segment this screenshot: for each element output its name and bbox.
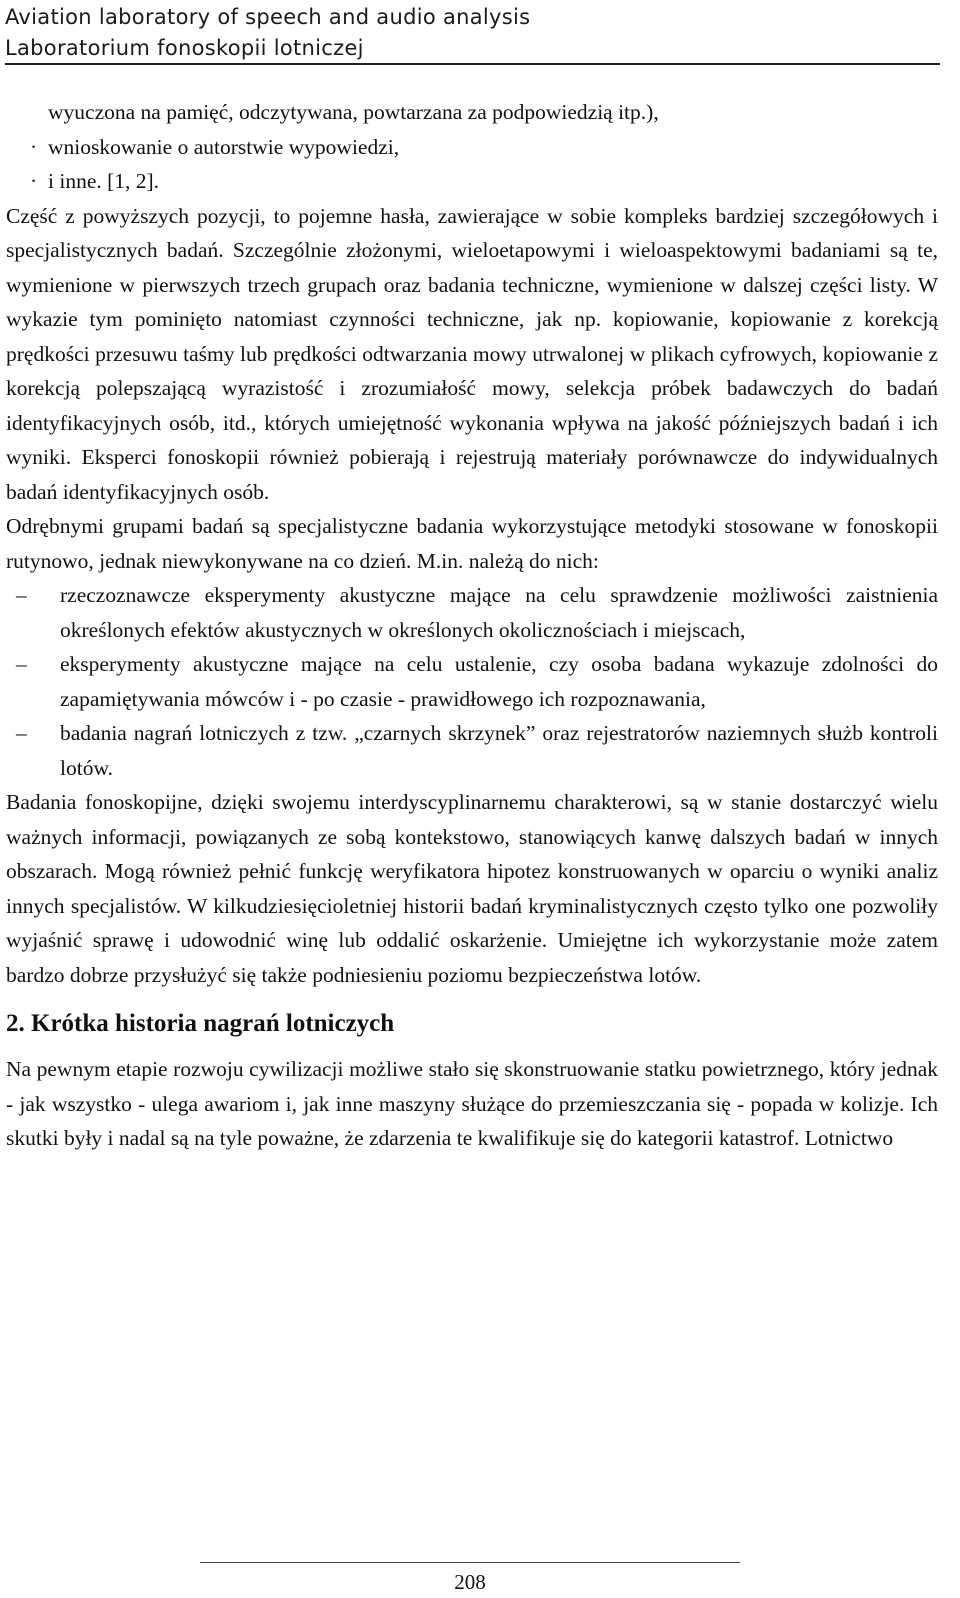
bullet-item-text: wnioskowanie o autorstwie wypowiedzi, — [48, 134, 400, 159]
paragraph: Na pewnym etapie rozwoju cywilizacji możliwe stało się skonstruowanie statku powietrznego, który jednak - jak wszystko - ulega awariom i, jak inne maszyny służące do przemieszczania się - popada w kolizje. Ich skutki były i nadal są na tyle poważne, że zdarzenia te kwalifikuje się do kategorii katastrof. Lotnictwo — [6, 1057, 938, 1150]
dash-list-item-text: rzeczoznawcze eksperymenty akustyczne mające na celu sprawdzenie możliwości zaistnienia określonych efektów akustycznych w określonych okolicznościach i miejscach, — [60, 583, 938, 642]
bullet-item — [6, 130, 938, 165]
dash-marker: – — [16, 583, 27, 607]
dash-list-item — [6, 716, 938, 785]
bullet-item — [6, 164, 938, 199]
bullet-marker: · — [30, 134, 38, 159]
header-title-pl: Laboratorium fonoskopii lotniczej — [5, 36, 364, 60]
dash-list — [6, 578, 938, 785]
header-divider — [5, 63, 940, 65]
dash-marker: – — [16, 721, 27, 745]
paragraph: Odrębnymi grupami badań są specjalistyczne badania wykorzystujące metodyki stosowane w fonoskopii rutynowo, jednak niewykonywane na co dzień. M.in. należą do nich: — [6, 514, 938, 573]
page-header — [5, 2, 955, 64]
dash-list-item — [6, 578, 938, 647]
section-heading: 2. Krótka historia nagrań lotniczych — [6, 1010, 395, 1037]
header-title-en: Aviation laboratory of speech and audio analysis — [5, 5, 531, 29]
page-number: 208 — [454, 1570, 486, 1594]
dash-list-item-text: eksperymenty akustyczne mające na celu ustalenie, czy osoba badana wykazuje zdolności do zapamiętywania mówców i - po czasie - prawidłowego ich rozpoznawania, — [60, 652, 938, 711]
paragraph: Badania fonoskopijne, dzięki swojemu interdyscyplinarnemu charakterowi, są w stanie dostarczyć wielu ważnych informacji, powiązanych ze sobą kontekstowo, stanowiących kanwę dalszych badań w innych obszarach. Mogą również pełnić funkcję weryfikatora hipotez konstruowanych w oparciu o wyniki analiz innych specjalistów. W kilkudziesięcioletniej historii badań kryminalistycznych często tylko one pozwoliły wyjaśnić sprawę i udowodnić winę lub oddalić oskarżenie. Umiejętne ich wykorzystanie może zatem bardzo dobrze przysłużyć się także podniesieniu poziomu bezpieczeństwa lotów. — [6, 790, 938, 987]
bullet-item-text: i inne. [1, 2]. — [48, 169, 160, 193]
bullet-marker: · — [30, 169, 38, 193]
list-continuation-text: wyuczona na pamięć, odczytywana, powtarzana za podpowiedzią itp.), — [48, 100, 659, 124]
footer-divider — [200, 1562, 740, 1563]
document-body — [6, 95, 938, 1156]
dash-marker: – — [16, 652, 27, 676]
dash-list-item — [6, 647, 938, 716]
paragraph: Część z powyższych pozycji, to pojemne hasła, zawierające w sobie kompleks bardziej szczegółowych i specjalistycznych badań. Szczególnie złożonymi, wieloetapowymi i wieloaspektowymi badaniami są te, wymienione w pierwszych trzech grupach oraz badania techniczne, wymienione w dalszej części listy. W wykazie tym pominięto natomiast czynności techniczne, jak np. kopiowanie, kopiowanie z korekcją prędkości przesuwu taśmy lub prędkości odtwarzania mowy utrwalonej w plikach cyfrowych, kopiowanie z korekcją polepszającą wyrazistość i zrozumiałość mowy, selekcja próbek badawczych do badań identyfikacyjnych osób, itd., których umiejętność wykonania wpływa na jakość późniejszych badań i ich wyniki. Eksperci fonoskopii również pobierają i rejestrują materiały porównawcze do indywidualnych badań identyfikacyjnych osób. — [6, 203, 938, 504]
dash-list-item-text: badania nagrań lotniczych z tzw. „czarnych skrzynek” oraz rejestratorów naziemnych służb kontroli lotów. — [60, 721, 938, 780]
